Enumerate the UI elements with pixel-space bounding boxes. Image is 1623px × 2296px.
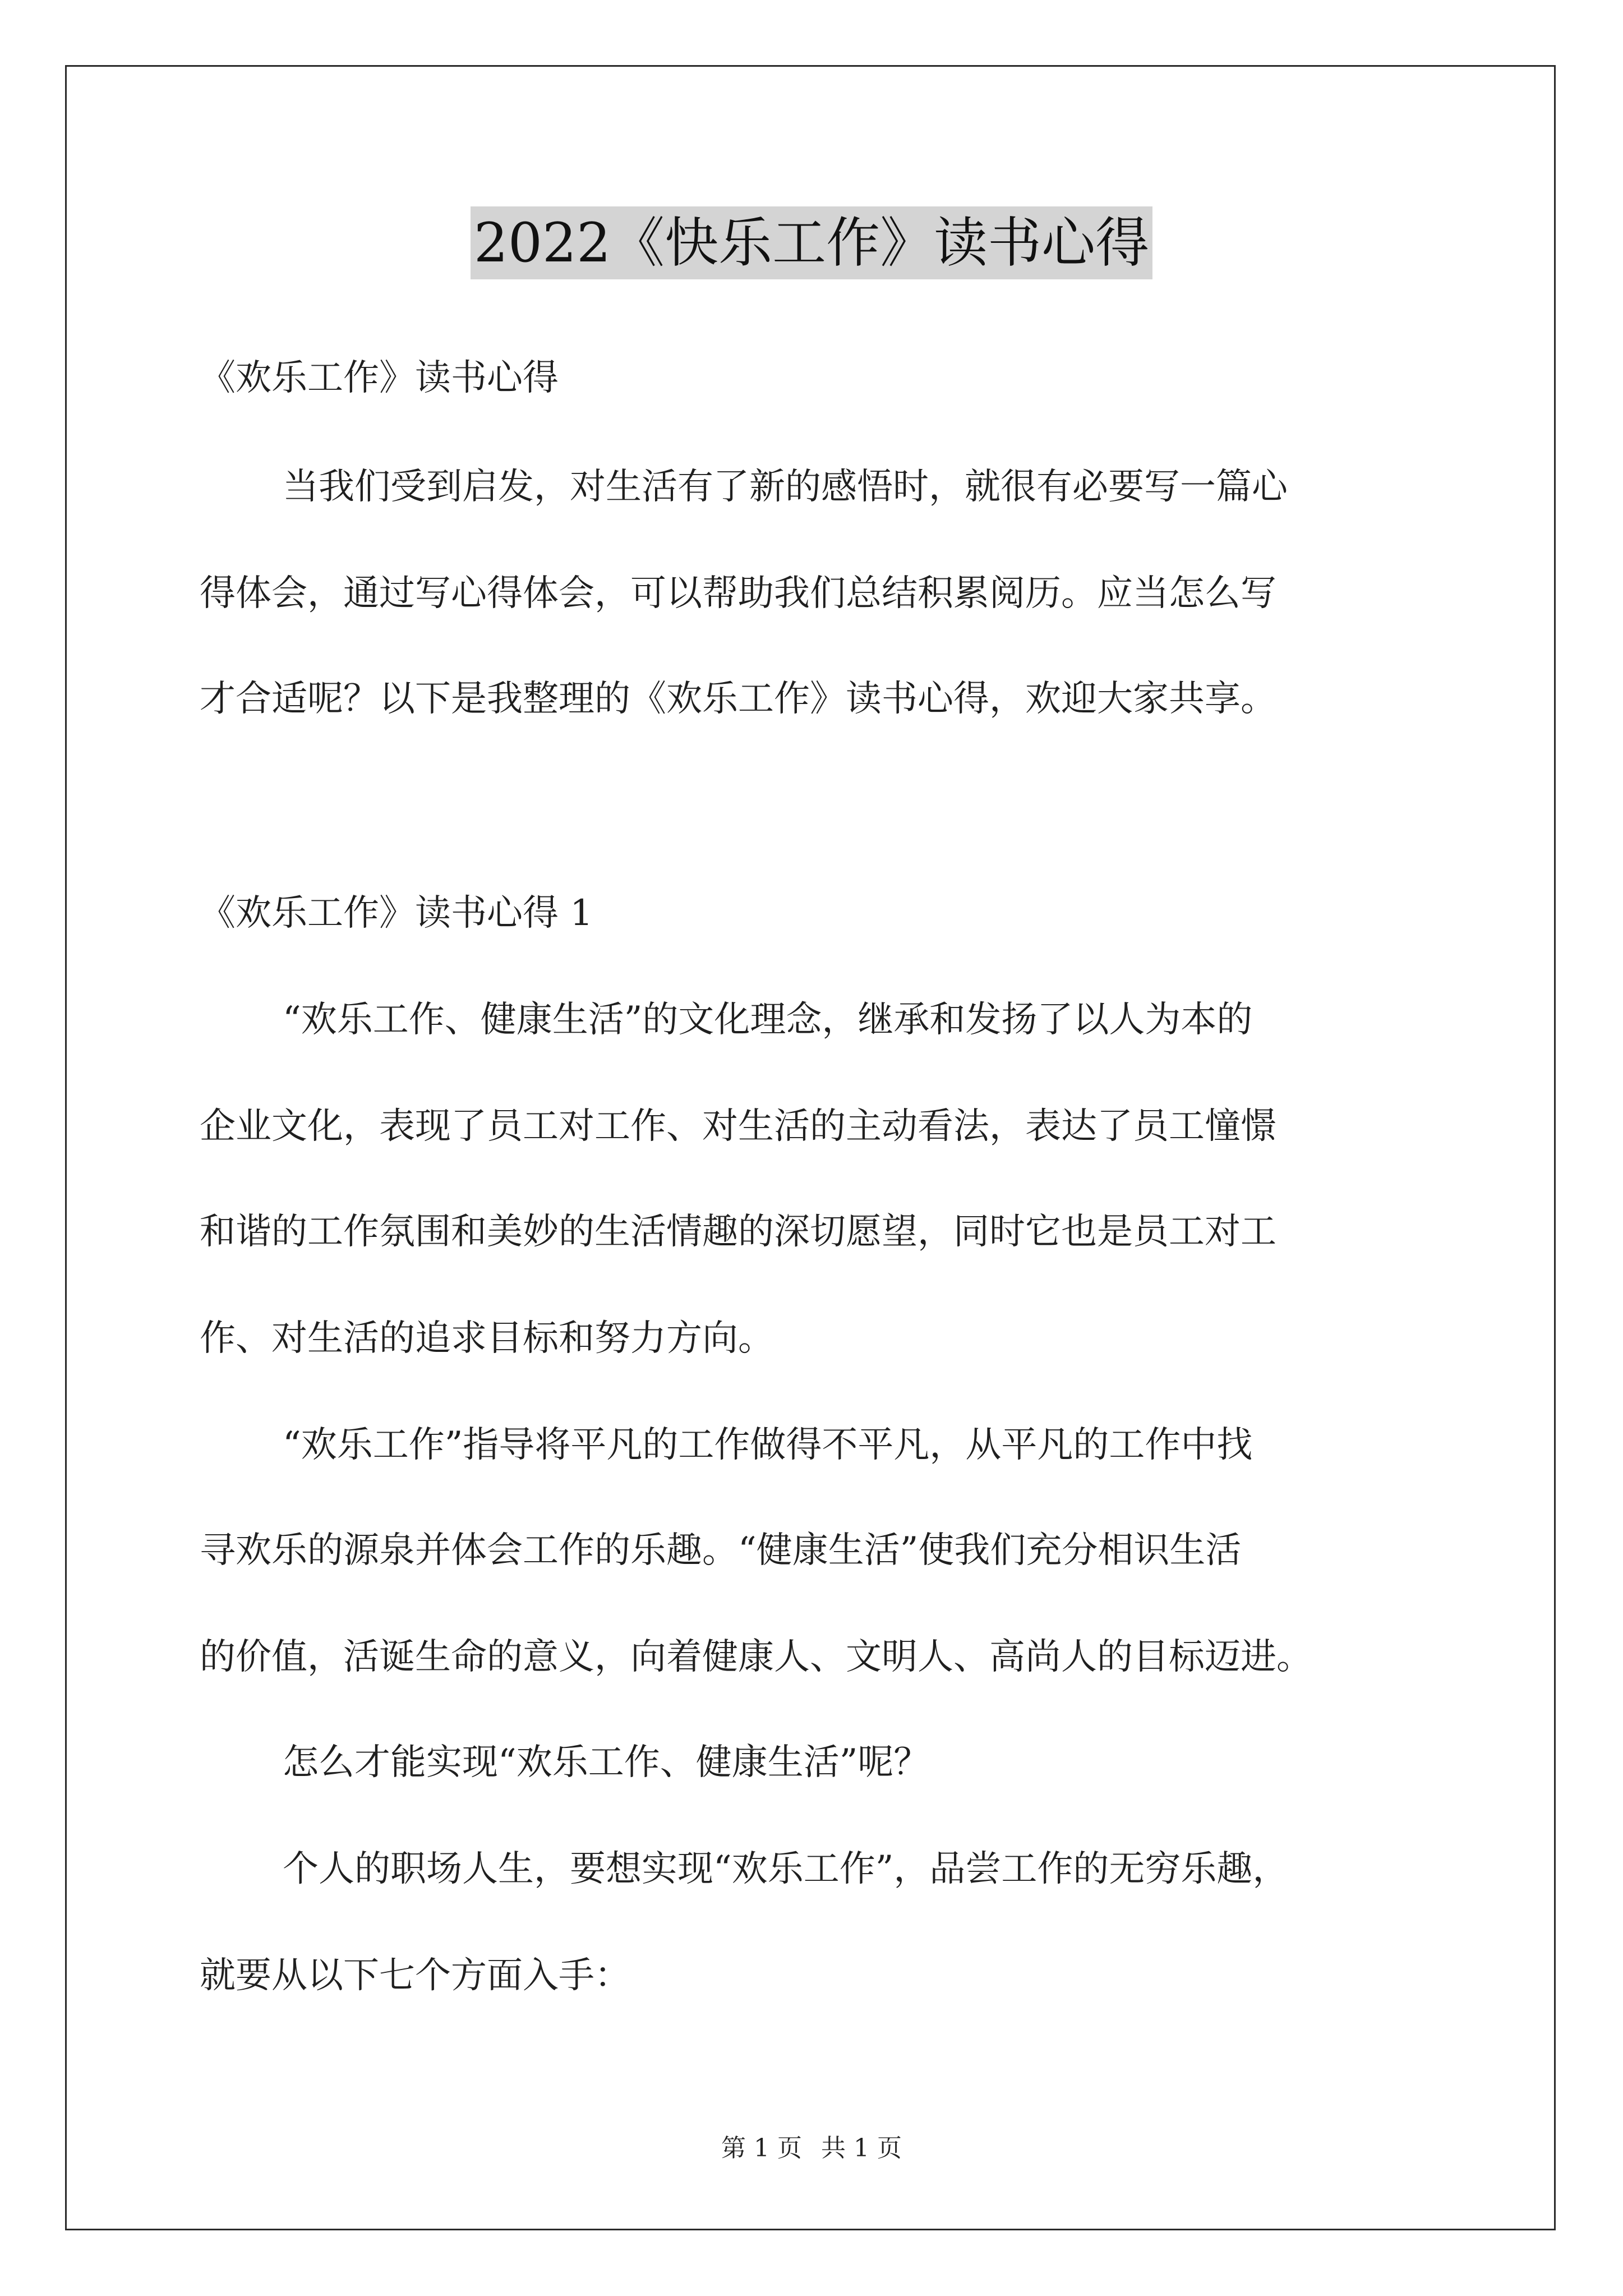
section-heading: 《欢乐工作》读书心得 1 (200, 892, 593, 934)
page-total: 共 1 页 (821, 2134, 902, 2162)
paragraph-line: 才合适呢？以下是我整理的《欢乐工作》读书心得，欢迎大家共享。 (200, 678, 1276, 720)
paragraph-line: “欢乐工作”指导将平凡的工作做得不平凡，从平凡的工作中找 (283, 1424, 1253, 1466)
intro-heading: 《欢乐工作》读书心得 (200, 357, 559, 399)
paragraph-line: 的价值，活诞生命的意义，向着健康人、文明人、高尚人的目标迈进。 (200, 1636, 1312, 1678)
paragraph-line: 就要从以下七个方面入手： (200, 1955, 630, 1996)
paragraph-line: 寻欢乐的源泉并体会工作的乐趣。“健康生活”使我们充分相识生活 (200, 1530, 1242, 1571)
paragraph-line: “欢乐工作、健康生活”的文化理念，继承和发扬了以人为本的 (283, 999, 1253, 1041)
title-container (0, 206, 1623, 279)
paragraph-line: 企业文化，表现了员工对工作、对生活的主动看法，表达了员工憧憬 (200, 1106, 1276, 1147)
paragraph-line: 个人的职场人生，要想实现“欢乐工作”，品尝工作的无穷乐趣， (283, 1848, 1289, 1890)
paragraph-line: 和谐的工作氛围和美妙的生活情趣的深切愿望，同时它也是员工对工 (200, 1211, 1276, 1253)
paragraph-line: 得体会，通过写心得体会，可以帮助我们总结积累阅历。应当怎么写 (200, 573, 1276, 614)
document-title: 2022《快乐工作》读书心得 (471, 206, 1152, 279)
page-number: 第 1 页 (721, 2134, 802, 2162)
page-footer (0, 2132, 1623, 2165)
paragraph-line: 怎么才能实现“欢乐工作、健康生活”呢？ (283, 1742, 930, 1783)
paragraph-line: 当我们受到启发，对生活有了新的感悟时，就很有必要写一篇心 (283, 466, 1288, 508)
paragraph-line: 作、对生活的追求目标和努力方向。 (200, 1318, 774, 1359)
